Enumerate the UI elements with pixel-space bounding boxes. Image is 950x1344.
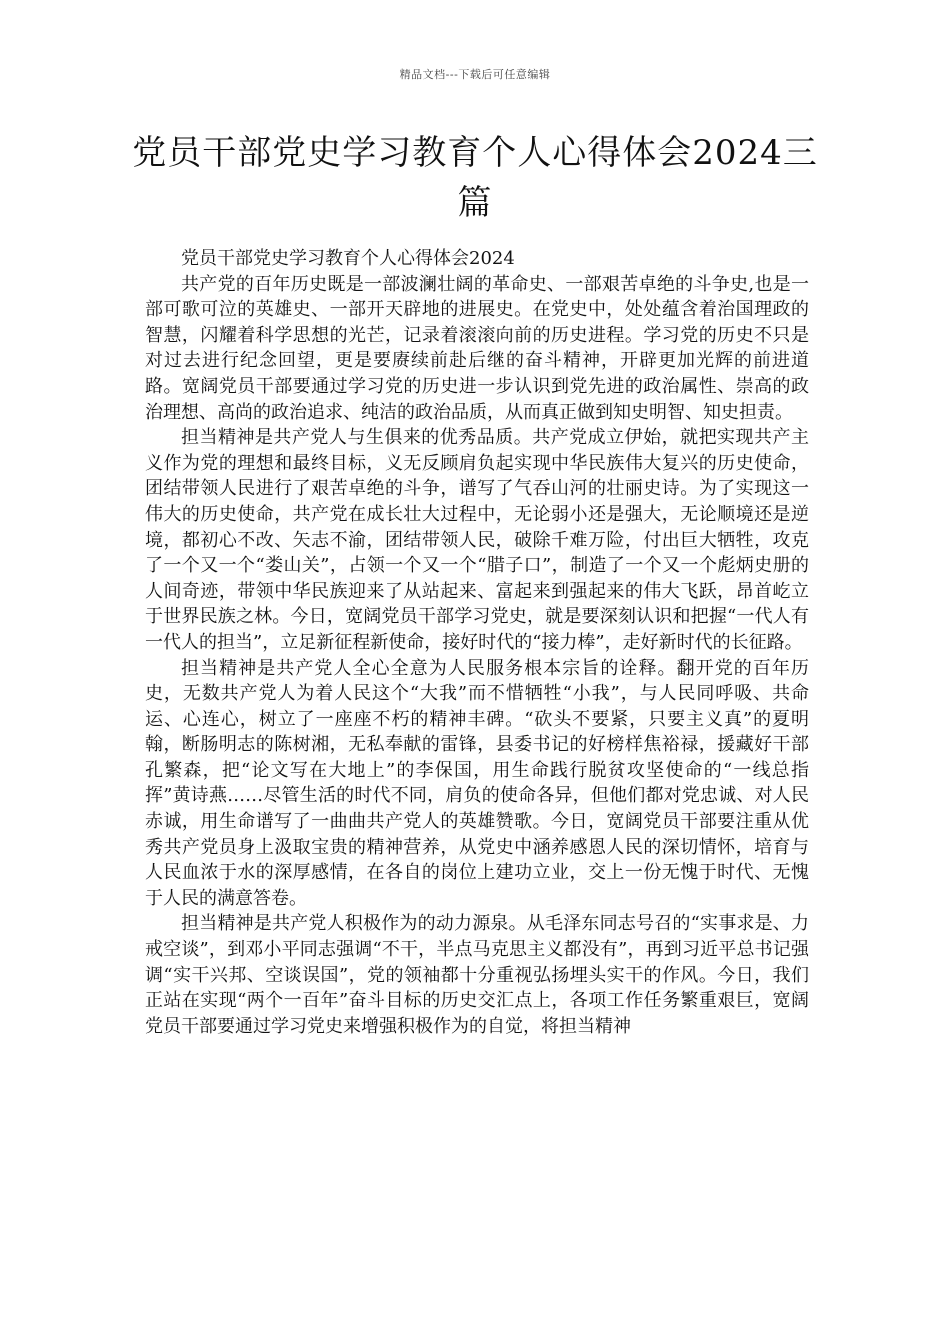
body-paragraph: 担当精神是共产党人与生俱来的优秀品质。共产党成立伊始，就把实现共产主义作为党的理想和最终目标，义无反顾肩负起实现中华民族伟大复兴的历史使命，团结带领人民进行了艰苦卓绝的斗争，谱写了气吞山河的壮丽史诗。为了实现这一伟大的历史使命，共产党在成长壮大过程中，无论弱小还是强大，无论顺境还是逆境，都初心不改、矢志不渝，团结带领人民，破除千难万险，付出巨大牺牲，攻克了一个又一个“娄山关”，占领一个又一个“腊子口”，制造了一个又一个彪炳史册的人间奇迹，带领中华民族迎来了从站起来、富起来到强起来的伟大飞跃，昂首屹立于世界民族之林。今日，宽阔党员干部学习党史，就是要深刻认识和把握“一代人有一代人的担当”，立足新征程新使命，接好时代的“接力棒”，走好新时代的长征路。 [145, 427, 809, 653]
subtitle-paragraph: 党员干部党史学习教育个人心得体会2024 [181, 248, 515, 269]
document-body [145, 246, 809, 1039]
document-title: 党员干部党史学习教育个人心得体会2024三篇 [132, 133, 818, 223]
body-paragraph: 担当精神是共产党人积极作为的动力源泉。从毛泽东同志号召的“实事求是、力戒空谈”，到邓小平同志强调“不干，半点马克思主义都没有”，再到习近平总书记强调“实干兴邦、空谈误国”，党的领袖都十分重视弘扬埋头实干的作风。今日，我们正站在实现“两个一百年”奋斗目标的历史交汇点上，各项工作任务繁重艰巨，宽阔党员干部要通过学习党史来增强积极作为的自觉，将担当精神 [145, 913, 809, 1037]
page-header: 精品文档---下载后可任意编辑 [399, 68, 551, 81]
body-paragraph: 共产党的百年历史既是一部波澜壮阔的革命史、一部艰苦卓绝的斗争史,也是一部可歌可泣的英雄史、一部开天辟地的进展史。在党史中，处处蕴含着治国理政的智慧，闪耀着科学思想的光芒，记录着滚滚向前的历史进程。学习党的历史不只是对过去进行纪念回望，更是要赓续前赴后继的奋斗精神，开辟更加光辉的前进道路。宽阔党员干部要通过学习党的历史进一步认识到党先进的政治属性、崇高的政治理想、高尚的政治追求、纯洁的政治品质，从而真正做到知史明智、知史担责。 [145, 273, 809, 423]
body-paragraph: 担当精神是共产党人全心全意为人民服务根本宗旨的诠释。翻开党的百年历史，无数共产党人为着人民这个“大我”而不惜牺牲“小我”，与人民同呼吸、共命运、心连心，树立了一座座不朽的精神丰碑。“砍头不要紧，只要主义真”的夏明翰，断肠明志的陈树湘，无私奉献的雷锋，县委书记的好榜样焦裕禄，援藏好干部孔繁森，把“论文写在大地上”的李保国，用生命践行脱贫攻坚使命的“一线总指挥”黄诗燕……尽管生活的时代不同，肩负的使命各异，但他们都对党忠诚、对人民赤诚，用生命谱写了一曲曲共产党人的英雄赞歌。今日，宽阔党员干部要注重从优秀共产党员身上汲取宝贵的精神营养，从党史中涵养感恩人民的深切情怀，培育与人民血浓于水的深厚感情，在各自的岗位上建功立业，交上一份无愧于时代、无愧于人民的满意答卷。 [145, 657, 809, 909]
